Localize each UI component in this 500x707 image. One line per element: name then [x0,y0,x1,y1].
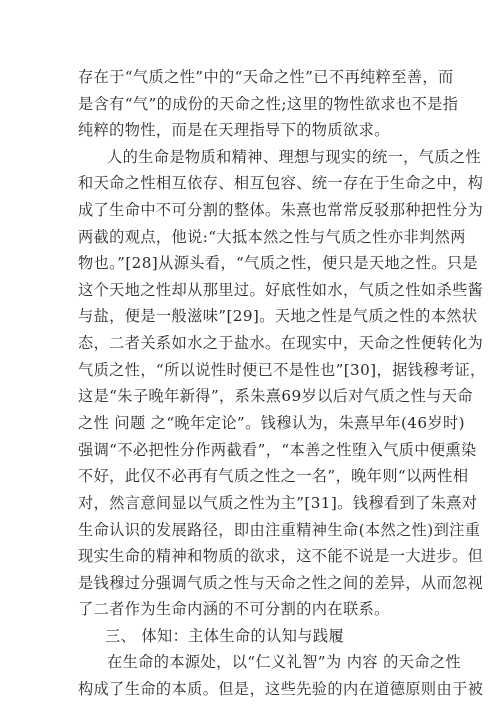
text-line: 两截的观点，他说:“大抵本然之性与气质之性亦非判然两 [78,228,466,246]
text-line: 人的生命是物质和精神、理想与现实的统一，气质之性 [107,148,482,166]
text-line: 成了生命中不可分割的整体。朱熹也常常反驳那种把性分为 [78,201,484,219]
text-line: 存在于“气质之性”中的“天命之性”已不再纯粹至善，而 [78,68,454,86]
text-line: 是含有“气”的成份的天命之性;这里的物性欲求也不是指 [78,95,459,113]
text-line: 气质之性，“所以说性时便已不是性也”[30]，据钱穆考证， [78,361,486,379]
text-line: 这个天地之性却从那里过。好底性如水，气质之性如杀些酱 [78,281,484,299]
text-line: 之性 问题 之“晚年定论”。钱穆认为，朱熹早年(46岁时) [78,414,465,432]
text-line: 和天命之性相互依存、相互包容、统一存在于生命之中，构 [78,174,484,192]
text-line: 物也。”[28]从源头看，“气质之性，便只是天地之性。只是 [78,254,479,272]
text-line: 是钱穆过分强调气质之性与天命之性之间的差异，从而忽视 [78,574,484,592]
text-line: 了二者作为生命内涵的不可分割的内在联系。 [78,600,390,618]
text-line: 态，二者关系如水之于盐水。在现实中，天命之性便转化为 [78,334,484,352]
text-line: 构成了生命的本质。但是，这些先验的内在道德原则由于被 [78,680,484,698]
section-heading: 三、 体知：主体生命的认知与践履 [105,627,345,645]
text-line: 在生命的本源处，以“仁义礼智”为 内容 的天命之性 [107,653,462,671]
text-line: 对，然言意间显以气质之性为主”[31]。钱穆看到了朱熹对 [78,494,478,512]
text-line: 不好，此仅不必再有气质之性之一名”，晚年则“以两性相 [78,467,469,485]
text-line: 现实生命的精神和物质的欲求，这不能不说是一大进步。但 [78,547,484,565]
text-line: 纯粹的物性，而是在天理指导下的物质欲求。 [78,121,390,139]
text-line: 这是“朱子晚年新得”，系朱熹69岁以后对气质之性与天命 [78,387,473,405]
text-line: 与盐，便是一般滋味”[29]。天地之性是气质之性的本然状 [78,307,478,325]
text-line: 生命认识的发展路径，即由注重精神生命(本然之性)到注重 [78,521,481,539]
text-line: 强调“不必把性分作两截看”，“本善之性堕入气质中便熏染 [78,441,477,459]
